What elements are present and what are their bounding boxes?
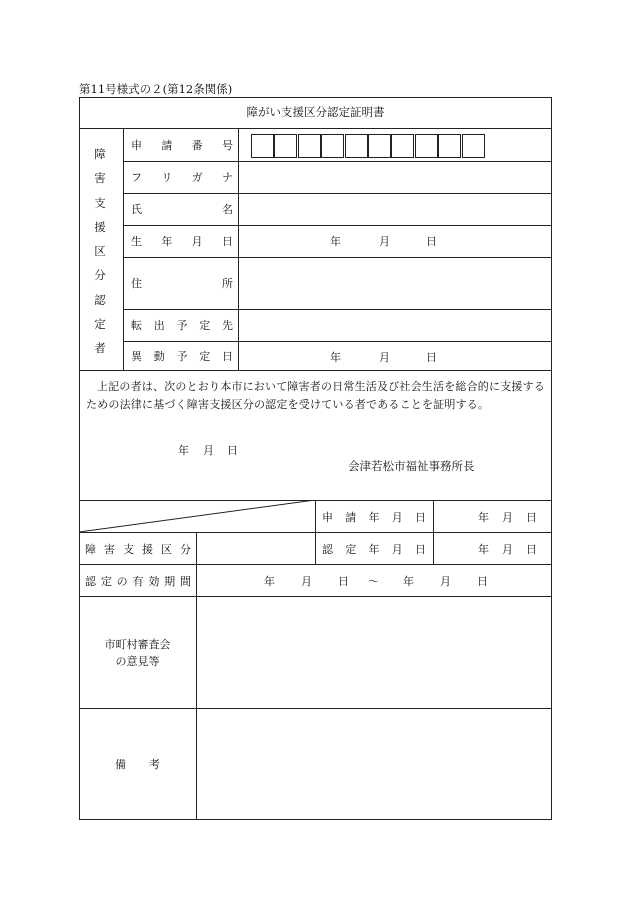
form-title: 障がい支援区分認定証明書 [246,105,385,119]
form-number-note: 第11号様式の２(第12条関係) [79,82,233,96]
application-number-box[interactable] [462,134,485,158]
label-char: 認 [322,543,333,556]
label-char: 害 [104,543,115,556]
label-char: 期 [164,575,176,588]
certification-date-value[interactable] [433,541,552,557]
label-char: 動 [153,350,165,363]
label-committee-opinion: 市町村審査会 の意見等 [104,638,171,668]
label-char: ナ [221,171,233,184]
diagonal-slash [79,500,315,532]
certdate-day-label: 日 [526,543,537,556]
transfer-day-label: 日 [426,351,437,364]
label-char: 区 [161,543,172,556]
label-char: 定 [100,575,112,588]
valid-to-day: 日 [477,575,488,588]
label-char: 日 [415,511,426,524]
application-number-box[interactable] [298,134,321,158]
valid-from-month: 月 [301,575,312,588]
label-application-date [322,509,426,525]
certification-text: 上記の者は、次のとおり本市において障害者の日常生活及び社会生活を総合的に支援するための法律に基づく障害支援区分の認定を受けている者であることを証明する。 [86,380,545,411]
birth-month-label: 月 [379,235,390,248]
vertical-label-char: 援 [94,219,106,234]
birth-date-value[interactable] [238,233,552,249]
cert-month-label: 月 [203,444,214,457]
application-number-box[interactable] [391,134,414,158]
application-number-box[interactable] [274,134,297,158]
label-remarks [115,756,160,772]
application-number-box[interactable] [438,134,461,158]
transfer-month-label: 月 [379,351,390,364]
label-char: 号 [221,139,233,152]
certdate-month-label: 月 [502,543,513,556]
label-char: ガ [191,171,203,184]
label-char: リ [161,171,173,184]
applicant-section-label [86,146,114,356]
vertical-label-char: 認 [94,292,106,307]
label-char: 有 [132,575,144,588]
label-char: 備 [115,758,126,771]
transfer-year-label: 年 [330,351,341,364]
application-number-box[interactable] [415,134,438,158]
validity-period-value[interactable] [197,573,552,589]
label-char: 所 [222,277,233,290]
transfer-date-value[interactable] [238,349,552,365]
label-char: 年 [368,543,380,556]
label-char: 転 [131,319,142,332]
label-address [131,275,233,291]
vertical-label-char: 分 [94,268,106,283]
validity-tilde: ～ [368,575,379,588]
issuer-name: 会津若松市福祉事務所長 [348,459,475,473]
vertical-label-char: 定 [94,316,106,331]
label-char: 障 [85,543,96,556]
label-char: 定 [199,350,211,363]
label-char: 日 [221,235,233,248]
label-char: 月 [191,235,203,248]
birth-year-label: 年 [330,235,341,248]
label-support-category [85,541,191,557]
cert-day-label: 日 [227,444,238,457]
label-char: 番 [191,139,203,152]
application-number-box[interactable] [345,134,368,158]
label-char: 定 [199,319,211,332]
label-char: 月 [391,543,403,556]
certdate-year-label: 年 [478,543,489,556]
vertical-label-char: 区 [94,244,106,258]
valid-from-day: 日 [338,575,349,588]
label-char: 間 [179,575,191,588]
certification-date [178,442,258,458]
birth-day-label: 日 [426,235,437,248]
label-char: 年 [368,511,380,524]
label-char: 効 [148,575,160,588]
label-char: 名 [222,203,233,216]
label-certification-date [322,541,426,557]
application-date-value[interactable] [433,509,552,525]
label-char: 出 [153,319,165,332]
committee-opinion-value[interactable] [197,597,551,707]
label-char: 申 [322,511,333,524]
label-char: 年 [161,235,173,248]
label-char: 考 [149,758,160,771]
label-char: 予 [176,350,188,363]
label-char: 住 [131,277,142,290]
label-char: 請 [161,139,173,152]
vertical-label-char: 支 [94,195,106,210]
vertical-label-char: 障 [94,147,106,161]
label-char: 申 [131,139,142,152]
label-char: フ [131,171,142,184]
label-char: 氏 [131,203,142,216]
label-char: 先 [222,319,233,332]
support-category-value[interactable] [197,533,314,563]
label-transfer-destination [131,317,233,333]
label-char: 援 [142,543,153,556]
application-number-box[interactable] [251,134,274,158]
label-char: 日 [415,543,426,556]
vertical-label-char: 害 [94,171,106,186]
label-char: 生 [131,235,142,248]
label-birth-date [131,233,233,249]
label-name [131,201,233,217]
label-char: 日 [222,350,233,363]
valid-to-month: 月 [440,575,451,588]
label-char: 請 [345,511,357,524]
label-transfer-date [131,348,233,364]
label-char: 分 [180,543,191,556]
label-furigana [131,169,233,185]
remarks-value[interactable] [197,709,551,819]
label-char: 月 [391,511,403,524]
app-month-label: 月 [502,511,513,524]
application-number-box[interactable] [368,134,391,158]
label-validity-period [85,573,191,589]
valid-to-year: 年 [403,575,414,588]
label-char: 支 [123,543,134,556]
label-char: 異 [131,350,142,363]
application-number-box[interactable] [321,134,344,158]
cert-year-label: 年 [178,444,189,457]
app-year-label: 年 [478,511,489,524]
app-day-label: 日 [526,511,537,524]
label-char: 予 [176,319,188,332]
label-application-number [131,137,233,153]
label-char: 認 [85,575,96,588]
vertical-label-char: 者 [94,341,106,355]
valid-from-year: 年 [264,575,275,588]
label-char: の [116,575,128,588]
label-char: 定 [345,543,357,556]
